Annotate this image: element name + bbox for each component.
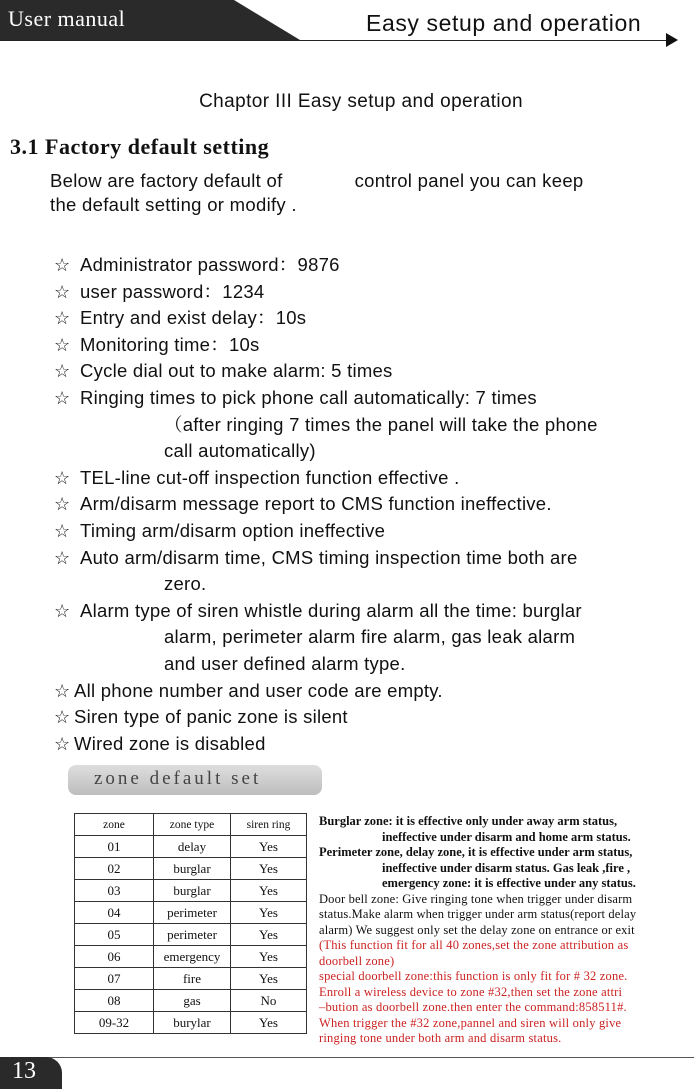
default-item-text: Administrator password：9876 — [80, 254, 340, 275]
default-item — [54, 678, 694, 705]
zone-type-header: zone type — [154, 814, 231, 836]
zone-number-cell: 06 — [75, 946, 154, 968]
default-item — [54, 731, 694, 758]
zone-type-cell: burylar — [154, 1012, 231, 1034]
zone-type-cell: fire — [154, 968, 231, 990]
zone-type-cell: perimeter — [154, 902, 231, 924]
star-icon: ☆ — [54, 281, 71, 302]
zone-type-cell: perimeter — [154, 924, 231, 946]
note-plain-line: alarm) We suggest only set the delay zone on entrance or exit — [319, 922, 635, 937]
siren-ring-cell: Yes — [231, 836, 307, 858]
note-bold-line: Perimeter zone, delay zone, it is effective under arm status, — [319, 845, 633, 859]
default-item — [54, 385, 694, 412]
zone-type-cell: delay — [154, 836, 231, 858]
star-icon: ☆ — [54, 255, 71, 275]
star-icon: ☆ — [54, 334, 71, 355]
siren-ring-cell: Yes — [231, 946, 307, 968]
intro-text-a: Below are factory default of — [50, 170, 283, 191]
siren-ring-cell: Yes — [231, 858, 307, 880]
zone-type-cell: gas — [154, 990, 231, 1012]
intro-line-1 — [50, 170, 584, 192]
default-item-text: All phone number and user code are empty. — [74, 679, 443, 701]
default-item-text: Entry and exist delay：10s — [80, 307, 307, 329]
default-item-text: Wired zone is disabled — [74, 732, 266, 754]
zone-number-cell: 05 — [75, 924, 154, 946]
default-item-continuation: zero. — [164, 573, 207, 595]
note-plain-line: status.Make alarm when trigger under arm status(report delay — [319, 907, 637, 921]
footer-rule — [0, 1057, 694, 1058]
note-red-line: When trigger the #32 zone,pannel and siren will only give — [319, 1015, 622, 1030]
siren-ring-cell: Yes — [231, 880, 307, 902]
default-item-continuation: （after ringing 7 times the panel will take the phone — [164, 413, 598, 435]
intro-text-b: control panel you can keep — [354, 170, 584, 191]
star-icon: ☆ — [54, 520, 71, 541]
default-item-text: Cycle dial out to make alarm: 5 times — [80, 360, 393, 382]
default-item — [54, 332, 694, 359]
manual-label: User manual — [8, 6, 126, 31]
table-row — [75, 836, 307, 858]
zone-default-label: zone default set — [94, 768, 262, 789]
default-item-text: TEL-line cut-off inspection function effective . — [80, 466, 460, 488]
zone-number-cell: 03 — [75, 880, 154, 902]
table-row — [75, 968, 307, 990]
star-icon: ☆ — [54, 467, 71, 488]
table-row — [75, 924, 307, 946]
defaults-list — [54, 252, 694, 757]
note-red-line: (This function fit for all 40 zones,set the zone attribution as — [319, 938, 629, 952]
zone-number-cell: 07 — [75, 968, 154, 990]
zone-number-cell: 04 — [75, 902, 154, 924]
note-red-line: ringing tone under both arm and disarm status. — [319, 1031, 562, 1045]
default-item-text: Alarm type of siren whistle during alarm all the time: burglar — [80, 599, 582, 621]
zone-table — [74, 813, 307, 1034]
default-item-text: Siren type of panic zone is silent — [74, 706, 348, 728]
section-heading: 3.1 Factory default setting — [10, 134, 270, 159]
note-bold-line: ineffective under disarm and home arm status. — [382, 829, 631, 844]
star-icon: ☆ — [54, 707, 71, 728]
default-item — [54, 358, 694, 385]
arrow-right-icon — [666, 33, 678, 47]
default-item-text: Arm/disarm message report to CMS function ineffective. — [80, 493, 552, 515]
zone-number-cell: 02 — [75, 858, 154, 880]
table-row — [75, 858, 307, 880]
chapter-title: Chaptor III Easy setup and operation — [199, 91, 523, 112]
header-section-title: Easy setup and operation — [366, 10, 642, 36]
zone-type-cell: burglar — [154, 880, 231, 902]
note-red-line: special doorbell zone:this function is only fit for # 32 zone. — [319, 969, 628, 983]
siren-ring-cell: Yes — [231, 902, 307, 924]
default-item — [54, 545, 694, 572]
note-bold-line: emergency zone: it is effective under any status. — [382, 876, 636, 890]
star-icon: ☆ — [54, 387, 71, 408]
table-row — [75, 902, 307, 924]
siren-ring-cell: Yes — [231, 1012, 307, 1034]
star-icon: ☆ — [54, 680, 71, 701]
star-icon: ☆ — [54, 361, 71, 382]
siren-ring-cell: No — [231, 990, 307, 1012]
default-item — [54, 598, 694, 625]
note-plain-line: Door bell zone: Give ringing tone when trigger under disarm — [319, 891, 633, 906]
note-red-line: –bution as doorbell zone.then enter the command:858511#. — [319, 1000, 627, 1014]
intro-line-2: the default setting or modify . — [50, 194, 297, 215]
default-item-continuation: alarm, perimeter alarm fire alarm, gas leak alarm — [164, 626, 576, 648]
default-item-text: Timing arm/disarm option ineffective — [80, 519, 386, 541]
siren-ring-header: siren ring — [231, 814, 307, 836]
zone-number-cell: 08 — [75, 990, 154, 1012]
default-item-text: Monitoring time：10s — [80, 333, 260, 355]
default-item — [54, 704, 694, 731]
default-item-continuation: call automatically) — [164, 440, 316, 462]
header-rule — [0, 40, 676, 41]
table-row — [75, 990, 307, 1012]
default-item-text: user password：1234 — [80, 280, 265, 302]
star-icon: ☆ — [54, 733, 71, 754]
default-item — [54, 305, 694, 332]
note-red-line: doorbell zone) — [319, 953, 395, 968]
zone-type-cell: burglar — [154, 858, 231, 880]
default-item — [54, 465, 694, 492]
note-bold-line: ineffective under disarm status. Gas leak ,fire , — [382, 860, 631, 875]
zone-number-cell: 09-32 — [75, 1012, 154, 1034]
default-item — [54, 491, 694, 518]
siren-ring-cell: Yes — [231, 924, 307, 946]
zone-type-cell: emergency — [154, 946, 231, 968]
table-row — [75, 946, 307, 968]
page-number: 13 — [12, 1058, 36, 1084]
star-icon: ☆ — [54, 600, 71, 621]
zone-notes — [319, 814, 691, 1047]
note-red-line: Enroll a wireless device to zone #32,then set the zone attri — [319, 984, 623, 999]
default-item — [54, 518, 694, 545]
zone-header: zone — [75, 814, 154, 836]
star-icon: ☆ — [54, 494, 71, 515]
star-icon: ☆ — [54, 547, 71, 568]
default-item — [54, 279, 694, 306]
zone-number-cell: 01 — [75, 836, 154, 858]
zone-table-body — [75, 836, 307, 1034]
table-row — [75, 880, 307, 902]
siren-ring-cell: Yes — [231, 968, 307, 990]
star-icon: ☆ — [54, 308, 71, 329]
default-item-text: Ringing times to pick phone call automatically: 7 times — [80, 386, 537, 408]
zone-table-header-row — [75, 814, 307, 836]
table-row — [75, 1012, 307, 1034]
default-item-continuation: and user defined alarm type. — [164, 652, 406, 674]
note-bold-line: Burglar zone: it is effective only under away arm status, — [319, 814, 618, 828]
default-item-text: Auto arm/disarm time, CMS timing inspection time both are — [80, 546, 578, 568]
default-item — [54, 252, 694, 279]
